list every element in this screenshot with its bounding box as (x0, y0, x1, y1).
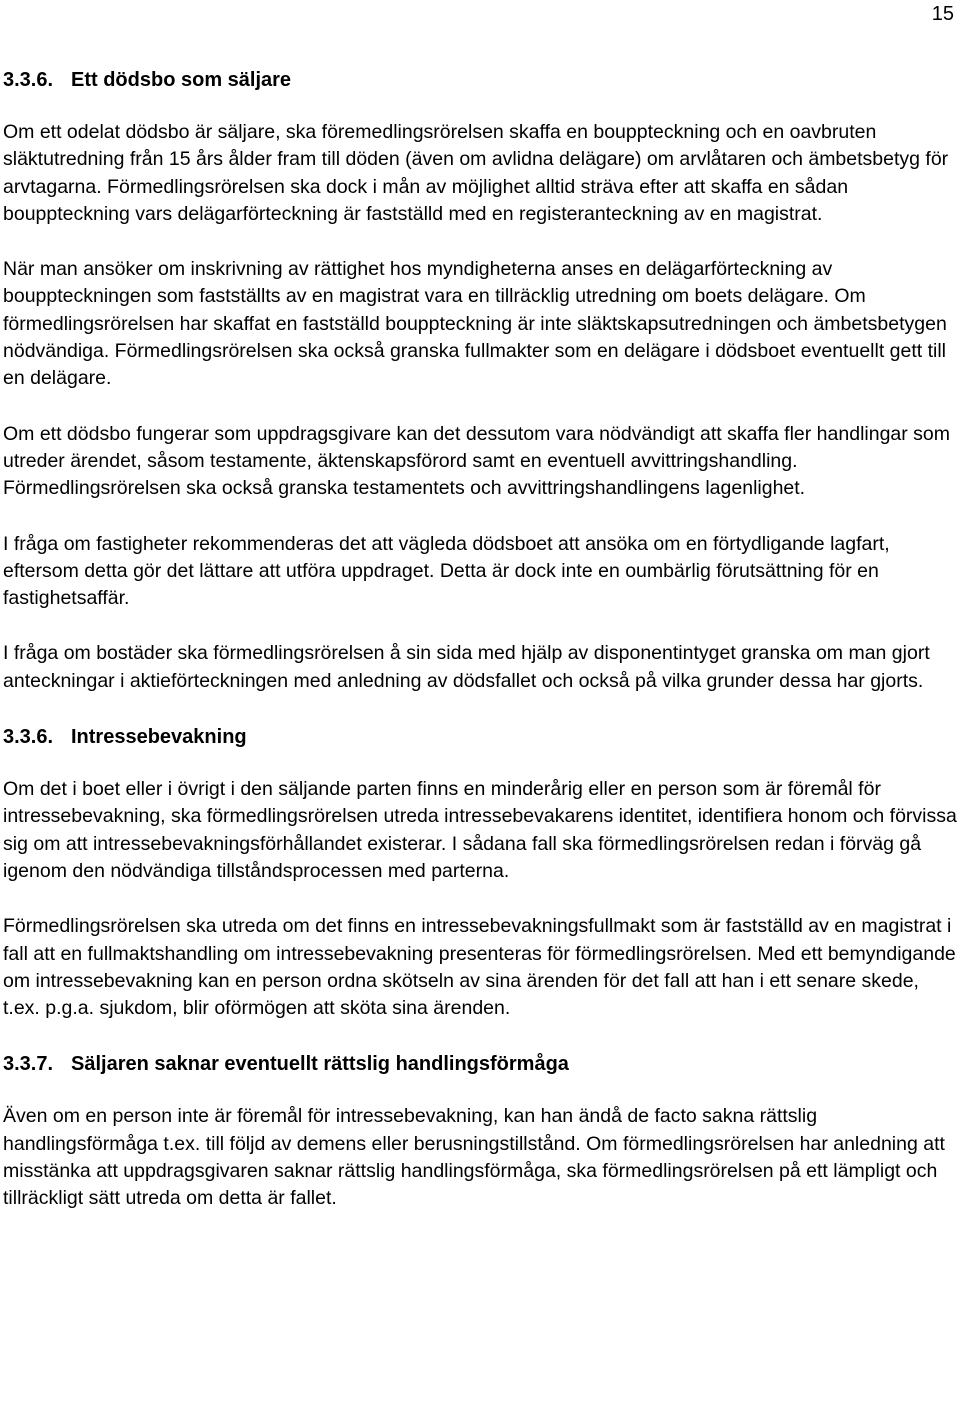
section-title: Säljaren saknar eventuellt rättslig handlingsförmåga (71, 1053, 569, 1076)
document-body (3, 66, 957, 1241)
paragraph: Förmedlingsrörelsen ska utreda om det finns en intressebevakningsfullmakt som är fastställd av en magistrat i fall att en fullmaktshandling om intressebevakning presenteras för förmedlingsrörelsen. Med ett bemyndigande om intressebevakning kan en person ordna skötseln av sina ärenden för det fall att han i ett senare skede, t.ex. p.g.a. sjukdom, blir oförmögen att sköta sina ärenden. (3, 915, 956, 1020)
section-number: 3.3.7. (3, 1053, 54, 1076)
section-heading (3, 1050, 957, 1078)
paragraph: I fråga om bostäder ska förmedlingsrörelsen å sin sida med hjälp av disponentintyget granska om man gjort anteckningar i aktieförteckningen med anledning av dödsfallet och också på vilka grunder dessa har gjorts. (3, 642, 930, 692)
paragraph: Även om en person inte är föremål för intressebevakning, kan han ändå de facto sakna rättslig handlingsförmåga t.ex. till följd av demens eller berusningstillstånd. Om förmedlingsrörelsen har anledning att misstänka att uppdragsgivaren saknar rättslig handlingsförmåga, ska förmedlingsrörelsen på ett lämpligt och tillräckligt sätt utreda om detta är fallet. (3, 1105, 945, 1210)
section-title: Intressebevakning (71, 726, 247, 749)
page-number: 15 (931, 3, 954, 25)
paragraph: Om ett dödsbo fungerar som uppdragsgivare kan det dessutom vara nödvändigt att skaffa fler handlingar som utreder ärendet, såsom testamente, äktenskapsförord samt en eventuell avvittringshandling. Förmedlingsrörelsen ska också granska testamentets och avvittringshandlingens lagenlighet. (3, 422, 951, 500)
section-heading (3, 66, 957, 94)
section-number: 3.3.6. (3, 726, 54, 749)
paragraph: I fråga om fastigheter rekommenderas det att vägleda dödsboet att ansöka om en förtydligande lagfart, eftersom detta gör det lättare att utföra uppdraget. Detta är dock inte en oumbärlig förutsättning för en fastighetsaffär. (3, 532, 890, 610)
paragraph: Om det i boet eller i övrigt i den säljande parten finns en minderårig eller en person som är föremål för intressebevakning, ska förmedlingsrörelsen utreda intressebevakarens identitet, identifiera honom och förvissa sig om att intressebevakningsförhållandet existerar. I sådana fall ska förmedlingsrörelsen redan i förväg gå igenom den nödvändiga tillståndsprocessen med parterna. (3, 778, 957, 882)
section-title: Ett dödsbo som säljare (71, 69, 292, 91)
section-heading (3, 723, 957, 751)
paragraph: När man ansöker om inskrivning av rättighet hos myndigheterna anses en delägarförteckning av bouppteckningen som fastställts av en magistrat vara en tillräcklig utredning om boets delägare. Om förmedlingsrörelsen har skaffat en fastställd bouppteckning är inte släktskapsutredningen och ämbetsbetygen nödvändiga. Förmedlingsrörelsen ska också granska fullmakter som en delägare i dödsboet eventuellt gett till en delägare. (3, 258, 947, 390)
section-number: 3.3.6. (3, 69, 54, 91)
paragraph: Om ett odelat dödsbo är säljare, ska föremedlingsrörelsen skaffa en bouppteckning och en oavbruten släktutredning från 15 års ålder fram till döden (även om avlidna delägare) om arvlåtaren och ämbetsbetyg för arvtagarna. Förmedlingsrörelsen ska dock i mån av möjlighet alltid sträva efter att skaffa en sådan bouppteckning vars delägarförteckning är fastställd med en registeranteckning av en magistrat. (3, 121, 949, 225)
